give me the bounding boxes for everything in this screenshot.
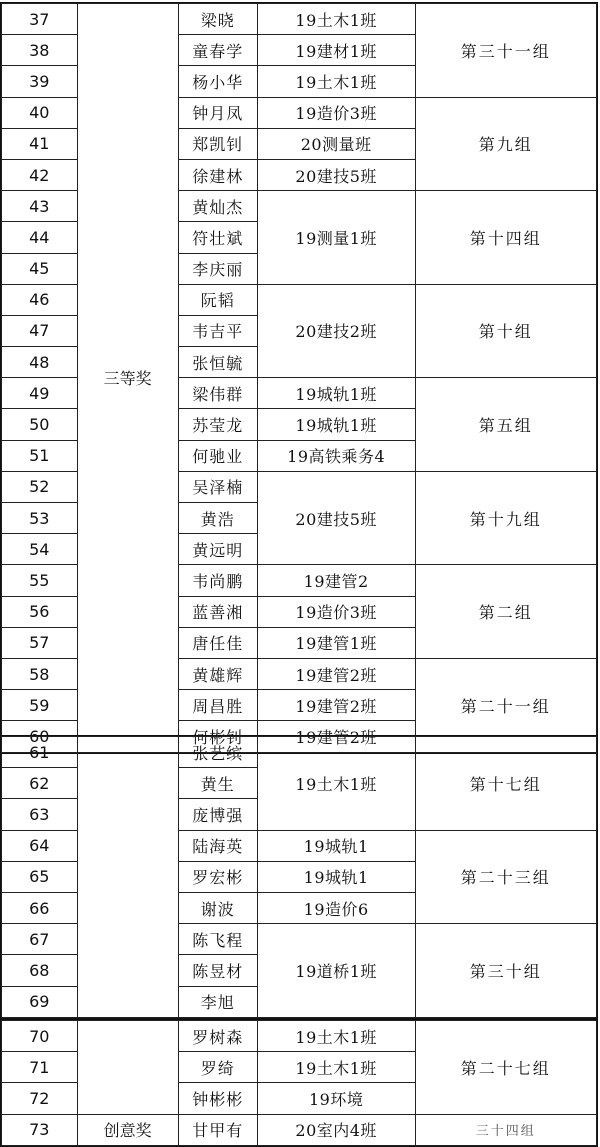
row-number-cell: 65 <box>2 861 78 892</box>
student-name-cell: 韦吉平 <box>178 315 257 346</box>
row-number-cell: 67 <box>2 924 78 955</box>
student-name-cell: 杨小华 <box>178 66 257 97</box>
watermark-group-cell: 三十四组 <box>415 1114 597 1145</box>
student-name-cell: 梁伟群 <box>178 378 257 409</box>
row-number-cell: 68 <box>2 955 78 986</box>
row-number-cell: 57 <box>2 627 78 658</box>
group-cell: 第十七组 <box>415 737 597 831</box>
student-name-cell: 郑凯钊 <box>178 128 257 159</box>
group-cell: 第二十七组 <box>415 1021 597 1115</box>
class-cell: 20建技5班 <box>257 471 415 565</box>
student-name-cell: 蓝善湘 <box>178 596 257 627</box>
row-number-cell: 40 <box>2 97 78 128</box>
student-name-cell: 罗树森 <box>178 1021 257 1052</box>
row-number-cell: 63 <box>2 799 78 830</box>
group-cell: 第三十一组 <box>415 4 597 98</box>
row-number-cell: 62 <box>2 768 78 799</box>
student-name-cell: 何彬钊 <box>178 721 257 752</box>
row-number-cell: 61 <box>2 737 78 768</box>
row-number-cell: 69 <box>2 986 78 1017</box>
class-cell: 19土木1班 <box>257 1021 415 1052</box>
student-name-cell: 何驰业 <box>178 440 257 471</box>
class-cell: 19城轨1 <box>257 861 415 892</box>
student-name-cell: 黄灿杰 <box>178 191 257 222</box>
group-cell: 第十组 <box>415 284 597 378</box>
row-number-cell: 49 <box>2 378 78 409</box>
row-number-cell: 64 <box>2 830 78 861</box>
row-number-cell: 59 <box>2 690 78 721</box>
row-number-cell: 50 <box>2 409 78 440</box>
row-number-cell: 48 <box>2 347 78 378</box>
table-row <box>2 1021 597 1052</box>
student-name-cell: 童春学 <box>178 35 257 66</box>
group-cell: 第二十三组 <box>415 830 597 924</box>
student-name-cell: 唐任佳 <box>178 627 257 658</box>
row-number-cell: 38 <box>2 35 78 66</box>
row-number-cell: 37 <box>2 4 78 35</box>
class-cell: 19造价3班 <box>257 97 415 128</box>
class-cell: 20建技5班 <box>257 159 415 190</box>
row-number-cell: 53 <box>2 503 78 534</box>
row-number-cell: 51 <box>2 440 78 471</box>
class-cell: 19城轨1班 <box>257 378 415 409</box>
student-name-cell: 黄生 <box>178 768 257 799</box>
row-number-cell: 73 <box>2 1114 78 1145</box>
row-number-cell: 58 <box>2 658 78 689</box>
awards-table <box>1 736 597 1018</box>
student-name-cell: 甘甲有 <box>178 1114 257 1145</box>
awards-table <box>1 1020 597 1146</box>
row-number-cell: 60 <box>2 721 78 752</box>
table-row <box>2 737 597 768</box>
student-name-cell: 钟彬彬 <box>178 1083 257 1114</box>
student-name-cell: 罗绮 <box>178 1052 257 1083</box>
class-cell: 19城轨1班 <box>257 409 415 440</box>
student-name-cell: 陆海英 <box>178 830 257 861</box>
class-cell: 19环境 <box>257 1083 415 1114</box>
student-name-cell: 谢波 <box>178 892 257 923</box>
class-cell: 19造价6 <box>257 892 415 923</box>
row-number-cell: 42 <box>2 159 78 190</box>
awards-table-section-2 <box>0 735 598 1019</box>
class-cell: 19造价3班 <box>257 596 415 627</box>
student-name-cell: 黄浩 <box>178 503 257 534</box>
student-name-cell: 苏莹龙 <box>178 409 257 440</box>
student-name-cell: 陈飞程 <box>178 924 257 955</box>
group-cell: 第二十一组 <box>415 658 597 752</box>
class-cell: 20建技2班 <box>257 284 415 378</box>
student-name-cell: 罗宏彬 <box>178 861 257 892</box>
group-cell: 第三十组 <box>415 924 597 1018</box>
class-cell: 20测量班 <box>257 128 415 159</box>
row-number-cell: 45 <box>2 253 78 284</box>
class-cell: 19土木1班 <box>257 1052 415 1083</box>
class-cell: 20室内4班 <box>257 1114 415 1145</box>
student-name-cell: 符壮斌 <box>178 222 257 253</box>
row-number-cell: 54 <box>2 534 78 565</box>
class-cell: 19城轨1 <box>257 830 415 861</box>
class-cell: 19建管2班 <box>257 721 415 752</box>
row-number-cell: 41 <box>2 128 78 159</box>
table-row <box>2 4 597 35</box>
group-cell: 第五组 <box>415 378 597 472</box>
student-name-cell: 庞博强 <box>178 799 257 830</box>
award-cell <box>77 737 178 1018</box>
award-cell: 创意奖 <box>77 1114 178 1145</box>
class-cell: 19土木1班 <box>257 4 415 35</box>
row-number-cell: 70 <box>2 1021 78 1052</box>
awards-table-section-3 <box>0 1019 598 1147</box>
student-name-cell: 张恒毓 <box>178 347 257 378</box>
row-number-cell: 44 <box>2 222 78 253</box>
class-cell: 19建管2 <box>257 565 415 596</box>
class-cell: 19道桥1班 <box>257 924 415 1018</box>
row-number-cell: 66 <box>2 892 78 923</box>
student-name-cell: 张艺缤 <box>178 737 257 768</box>
group-cell: 第二组 <box>415 565 597 659</box>
student-name-cell: 徐建林 <box>178 159 257 190</box>
class-cell: 19高铁乘务4 <box>257 440 415 471</box>
student-name-cell: 周昌胜 <box>178 690 257 721</box>
student-name-cell: 李庆丽 <box>178 253 257 284</box>
row-number-cell: 72 <box>2 1083 78 1114</box>
class-cell: 19建管2班 <box>257 690 415 721</box>
row-number-cell: 56 <box>2 596 78 627</box>
award-cell <box>77 1021 178 1115</box>
class-cell: 19土木1班 <box>257 66 415 97</box>
student-name-cell: 吴泽楠 <box>178 471 257 502</box>
class-cell: 19建材1班 <box>257 35 415 66</box>
class-cell: 19建管1班 <box>257 627 415 658</box>
student-name-cell: 黄远明 <box>178 534 257 565</box>
class-cell: 19土木1班 <box>257 737 415 831</box>
student-name-cell: 黄雄辉 <box>178 658 257 689</box>
row-number-cell: 43 <box>2 191 78 222</box>
row-number-cell: 39 <box>2 66 78 97</box>
student-name-cell: 陈昱材 <box>178 955 257 986</box>
class-cell: 19测量1班 <box>257 191 415 285</box>
group-cell: 第九组 <box>415 97 597 191</box>
student-name-cell: 李旭 <box>178 986 257 1017</box>
class-cell: 19建管2班 <box>257 658 415 689</box>
row-number-cell: 71 <box>2 1052 78 1083</box>
table-row <box>2 1114 597 1145</box>
row-number-cell: 52 <box>2 471 78 502</box>
student-name-cell: 钟月凤 <box>178 97 257 128</box>
award-cell: 三等奖 <box>77 4 178 753</box>
awards-table <box>1 3 597 753</box>
awards-table-section-1 <box>0 2 598 754</box>
student-name-cell: 韦尚鹏 <box>178 565 257 596</box>
student-name-cell: 阮韬 <box>178 284 257 315</box>
student-name-cell: 梁晓 <box>178 4 257 35</box>
row-number-cell: 55 <box>2 565 78 596</box>
group-cell: 第十四组 <box>415 191 597 285</box>
row-number-cell: 47 <box>2 315 78 346</box>
group-cell: 第十九组 <box>415 471 597 565</box>
row-number-cell: 46 <box>2 284 78 315</box>
